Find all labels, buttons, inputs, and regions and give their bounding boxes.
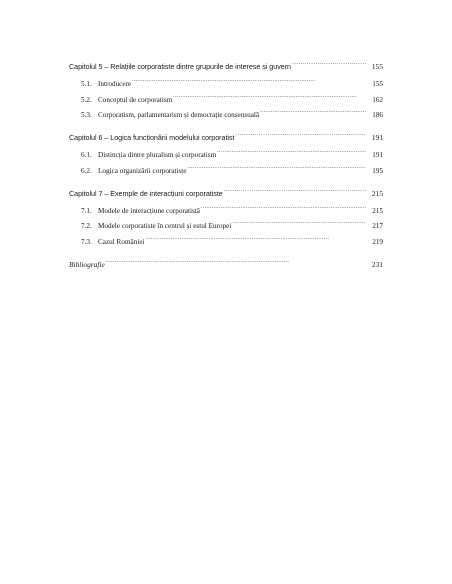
dot-leader xyxy=(201,201,366,213)
toc-section-7-2[interactable] xyxy=(69,216,383,228)
section-title xyxy=(81,149,217,161)
toc-section-7-3[interactable] xyxy=(69,232,383,244)
bibliography-title: Bibliografie xyxy=(69,259,105,269)
table-of-contents xyxy=(69,57,383,267)
dot-leader xyxy=(235,128,366,140)
dot-leader xyxy=(173,90,366,102)
toc-section-7-1[interactable] xyxy=(69,201,383,213)
page-number: 191 xyxy=(372,151,383,159)
page-number: 215 xyxy=(371,188,383,198)
page-number: 155 xyxy=(371,62,383,71)
toc-section-6-1[interactable] xyxy=(69,145,383,157)
chapter-title: Capitolul 5 – Relațiile corporatiste dintre grupurile de interese și guvern xyxy=(69,62,291,71)
dot-leader xyxy=(292,57,366,69)
page-number: 162 xyxy=(372,95,383,104)
page-number: 195 xyxy=(372,166,383,175)
section-title xyxy=(81,94,173,106)
section-number: 7.1. xyxy=(81,206,92,215)
section-title xyxy=(81,205,201,217)
section-label: Introducere xyxy=(98,80,132,88)
section-label: Modele corporatiste în centrul și estul Europei xyxy=(98,222,232,230)
dot-leader xyxy=(224,184,366,196)
toc-bibliography[interactable] xyxy=(69,255,383,267)
dot-leader xyxy=(187,161,366,173)
section-title xyxy=(81,236,146,248)
page-number: 155 xyxy=(372,80,383,88)
section-number: 5.3. xyxy=(81,111,92,119)
page-number: 217 xyxy=(372,222,383,230)
section-title xyxy=(81,220,232,232)
toc-chapter-5[interactable] xyxy=(69,57,383,69)
section-label: Modele de interacțiune corporatistă xyxy=(98,206,200,215)
section-label: Corporatism, parlamentarism și democrație consensuală xyxy=(98,111,260,119)
toc-section-5-2[interactable] xyxy=(69,90,383,102)
toc-chapter-6[interactable] xyxy=(69,128,383,140)
section-label: Conceptul de corporatism xyxy=(98,95,173,104)
toc-section-5-3[interactable] xyxy=(69,105,383,117)
dot-leader xyxy=(106,255,366,267)
page-number: 186 xyxy=(372,111,383,119)
section-label: Distincția dintre pluralism și corporatism xyxy=(98,151,217,159)
section-number: 6.2. xyxy=(81,166,92,175)
section-label: Logica organizării corporatiste xyxy=(98,166,187,175)
section-title xyxy=(81,78,132,90)
section-title xyxy=(81,109,260,121)
chapter-title: Capitolul 6 – Logica funcționării modelului corporatist xyxy=(69,133,235,142)
section-number: 7.2. xyxy=(81,222,92,230)
chapter-title: Capitolul 7 – Exemple de interacțiuni corporatiste xyxy=(69,188,223,198)
section-number: 5.2. xyxy=(81,95,92,104)
dot-leader xyxy=(132,74,366,86)
dot-leader xyxy=(260,105,366,117)
page-number: 219 xyxy=(372,237,383,246)
dot-leader xyxy=(217,145,366,157)
dot-leader xyxy=(232,216,366,228)
dot-leader xyxy=(146,232,366,244)
toc-section-5-1[interactable] xyxy=(69,74,383,86)
page-number: 215 xyxy=(372,206,383,215)
toc-chapter-7[interactable] xyxy=(69,184,383,196)
section-label: Cazul României xyxy=(98,237,145,246)
section-number: 5.1. xyxy=(81,80,92,88)
section-title xyxy=(81,165,187,177)
section-number: 6.1. xyxy=(81,151,92,159)
toc-section-6-2[interactable] xyxy=(69,161,383,173)
section-number: 7.3. xyxy=(81,237,92,246)
page-number: 191 xyxy=(371,133,383,142)
page-number: 231 xyxy=(371,259,383,269)
